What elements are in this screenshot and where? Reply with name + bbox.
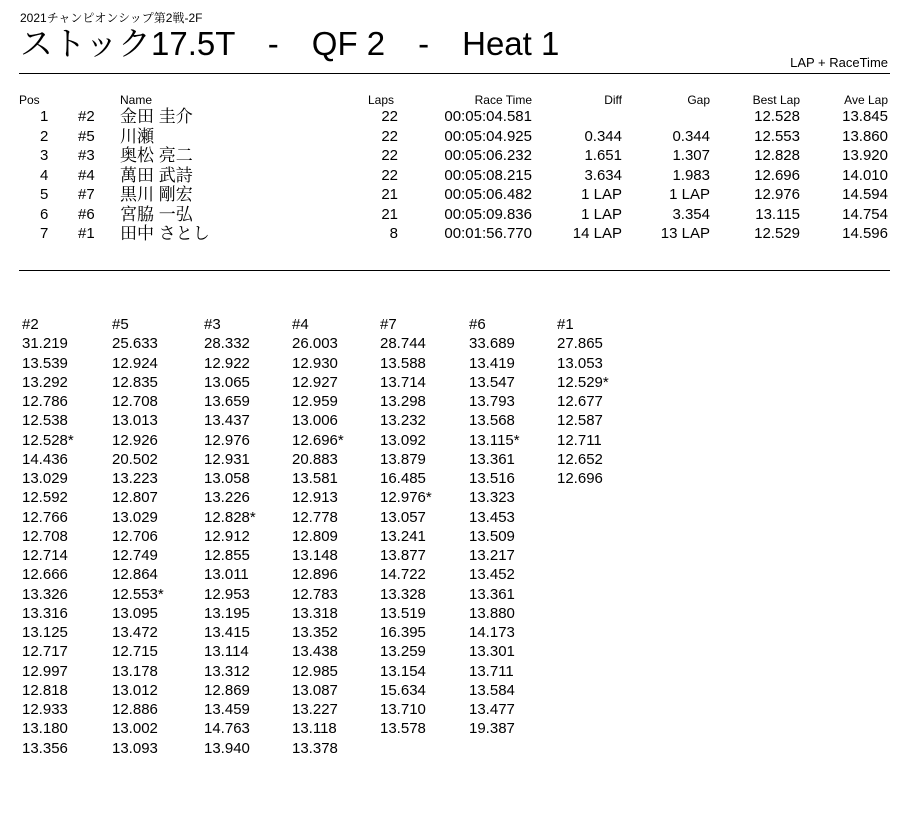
row-driver-name: 宮脇 一弘 bbox=[120, 204, 193, 224]
row-ave-lap: 14.596 bbox=[842, 225, 888, 242]
lap-time: 13.578 bbox=[380, 720, 426, 738]
row-driver-name: 奥松 亮二 bbox=[120, 146, 193, 165]
lap-time: 20.502 bbox=[112, 450, 158, 468]
lap-time: 12.926 bbox=[112, 431, 158, 449]
lap-time: 14.722 bbox=[380, 566, 426, 584]
lap-time: 13.419 bbox=[469, 354, 515, 372]
lap-time: 12.922 bbox=[204, 354, 250, 372]
lap-column-car: #3 bbox=[204, 316, 221, 333]
lap-time: 12.592 bbox=[22, 489, 68, 507]
lap-time: 13.352 bbox=[292, 624, 338, 641]
lap-time: 13.459 bbox=[204, 701, 250, 718]
lap-time: 12.587 bbox=[557, 412, 603, 430]
lap-time: 12.913 bbox=[292, 489, 338, 507]
lap-time: 12.930 bbox=[292, 354, 338, 372]
lap-time: 13.178 bbox=[112, 662, 158, 680]
lap-time: 12.886 bbox=[112, 701, 158, 718]
lap-time: 12.708 bbox=[22, 527, 68, 545]
row-ave-lap: 14.010 bbox=[842, 166, 888, 184]
row-gap: 0.344 bbox=[672, 127, 710, 145]
lap-time: 12.807 bbox=[112, 489, 158, 507]
row-race-time: 00:05:09.836 bbox=[444, 205, 532, 223]
lap-time: 13.516 bbox=[469, 470, 515, 487]
row-ave-lap: 13.920 bbox=[842, 147, 888, 164]
lap-time: 31.219 bbox=[22, 335, 68, 353]
lap-time: 12.553* bbox=[112, 585, 164, 603]
row-race-time: 00:05:06.232 bbox=[444, 147, 532, 164]
race-title: ストック17.5T - QF 2 - Heat 1 bbox=[20, 25, 560, 62]
lap-time: 12.912 bbox=[204, 527, 250, 545]
lap-time: 13.584 bbox=[469, 681, 515, 699]
lap-column bbox=[292, 315, 344, 758]
lap-column bbox=[557, 315, 609, 488]
lap-time: 13.452 bbox=[469, 566, 515, 584]
lap-column bbox=[112, 315, 164, 758]
lap-time: 13.115* bbox=[469, 431, 520, 449]
lap-time: 12.809 bbox=[292, 527, 338, 545]
lap-time: 13.793 bbox=[469, 393, 515, 410]
col-laps: Laps bbox=[368, 93, 395, 107]
row-best-lap: 12.976 bbox=[754, 186, 800, 203]
row-ave-lap: 13.845 bbox=[842, 108, 888, 125]
lap-time: 13.361 bbox=[469, 450, 515, 468]
lap-time: 12.976 bbox=[204, 431, 250, 449]
lap-time: 13.259 bbox=[380, 643, 426, 661]
row-laps: 21 bbox=[381, 186, 398, 203]
lap-time: 13.093 bbox=[112, 739, 158, 757]
lap-time: 16.395 bbox=[380, 624, 426, 641]
lap-time: 12.933 bbox=[22, 701, 68, 718]
lap-column-car: #1 bbox=[557, 316, 574, 333]
lap-time: 13.223 bbox=[112, 470, 158, 487]
lap-column bbox=[469, 315, 520, 739]
lap-time: 13.714 bbox=[380, 373, 426, 391]
col-race-time: Race Time bbox=[474, 93, 532, 107]
lap-time: 27.865 bbox=[557, 335, 603, 353]
lap-time: 13.195 bbox=[204, 604, 250, 622]
lap-time: 13.509 bbox=[469, 527, 515, 545]
row-pos: 2 bbox=[40, 127, 49, 145]
lap-time: 13.588 bbox=[380, 354, 426, 372]
lap-time: 12.538 bbox=[22, 412, 68, 430]
lap-time: 15.634 bbox=[380, 681, 426, 699]
lap-time: 13.437 bbox=[204, 412, 250, 430]
lap-time: 13.477 bbox=[469, 701, 515, 718]
lap-time: 12.976* bbox=[380, 489, 432, 507]
col-pos: Pos bbox=[19, 93, 40, 107]
lap-time: 12.818 bbox=[22, 681, 68, 699]
row-driver-name: 金田 圭介 bbox=[120, 107, 193, 126]
lap-time: 12.766 bbox=[22, 508, 68, 526]
lap-time: 12.528* bbox=[22, 431, 74, 449]
lap-time: 13.326 bbox=[22, 585, 68, 603]
row-ave-lap: 14.754 bbox=[842, 205, 888, 223]
row-pos: 6 bbox=[40, 205, 49, 223]
lap-time: 13.519 bbox=[380, 604, 426, 622]
row-best-lap: 12.828 bbox=[754, 147, 800, 164]
row-car-number: #5 bbox=[78, 127, 95, 145]
lap-time: 12.985 bbox=[292, 662, 338, 680]
lap-time: 13.323 bbox=[469, 489, 515, 507]
event-subtitle: 2021チャンピオンシップ第2戦-2F bbox=[20, 11, 203, 25]
lap-time: 13.298 bbox=[380, 393, 426, 410]
lap-time: 12.997 bbox=[22, 662, 68, 680]
lap-time: 13.011 bbox=[204, 566, 249, 584]
lap-time: 13.217 bbox=[469, 547, 515, 564]
lap-time: 13.154 bbox=[380, 662, 426, 680]
row-car-number: #7 bbox=[78, 186, 95, 203]
row-diff: 1.651 bbox=[584, 147, 622, 164]
lap-time: 12.959 bbox=[292, 393, 338, 410]
lap-time: 26.003 bbox=[292, 335, 338, 353]
row-driver-name: 田中 さとし bbox=[120, 224, 210, 243]
lap-time: 13.006 bbox=[292, 412, 338, 430]
lap-time: 20.883 bbox=[292, 450, 338, 468]
row-best-lap: 13.115 bbox=[755, 205, 800, 223]
lap-column-car: #2 bbox=[22, 316, 39, 333]
lap-column-car: #5 bbox=[112, 316, 129, 333]
lap-time: 12.869 bbox=[204, 681, 250, 699]
row-pos: 4 bbox=[40, 166, 49, 184]
lap-time: 13.940 bbox=[204, 739, 250, 757]
lap-time: 13.095 bbox=[112, 604, 158, 622]
lap-time: 12.864 bbox=[112, 566, 158, 584]
lap-time: 13.415 bbox=[204, 624, 250, 641]
lap-time: 12.715 bbox=[112, 643, 158, 661]
lap-time: 13.148 bbox=[292, 547, 338, 564]
lap-time: 12.714 bbox=[22, 547, 68, 564]
row-gap: 1.307 bbox=[672, 147, 710, 164]
lap-time: 13.065 bbox=[204, 373, 250, 391]
lap-time: 12.778 bbox=[292, 508, 338, 526]
lap-time: 13.029 bbox=[112, 508, 158, 526]
lap-time: 12.749 bbox=[112, 547, 158, 564]
lap-time: 12.828* bbox=[204, 508, 256, 526]
row-best-lap: 12.696 bbox=[754, 166, 800, 184]
row-car-number: #3 bbox=[78, 147, 95, 164]
lap-time: 13.539 bbox=[22, 354, 68, 372]
lap-time: 13.002 bbox=[112, 720, 158, 738]
lap-time: 13.361 bbox=[469, 585, 515, 603]
lap-time: 13.057 bbox=[380, 508, 426, 526]
lap-time: 13.227 bbox=[292, 701, 338, 718]
lap-time: 12.708 bbox=[112, 393, 158, 410]
lap-time: 13.226 bbox=[204, 489, 250, 507]
lap-time: 12.953 bbox=[204, 585, 250, 603]
col-best-lap: Best Lap bbox=[752, 93, 800, 107]
lap-time: 12.786 bbox=[22, 393, 68, 410]
row-laps: 22 bbox=[381, 166, 398, 184]
lap-time: 13.568 bbox=[469, 412, 515, 430]
row-race-time: 00:05:06.482 bbox=[444, 186, 532, 203]
row-diff: 0.344 bbox=[584, 127, 622, 145]
row-diff: 1 LAP bbox=[581, 205, 622, 223]
lap-time: 13.058 bbox=[204, 470, 250, 487]
lap-time: 13.547 bbox=[469, 373, 515, 391]
lap-time: 12.711 bbox=[557, 431, 602, 449]
col-gap: Gap bbox=[687, 93, 710, 107]
lap-time: 12.666 bbox=[22, 566, 68, 584]
lap-column bbox=[204, 315, 256, 758]
row-gap: 3.354 bbox=[672, 205, 710, 223]
lap-time: 14.763 bbox=[204, 720, 250, 738]
lap-time: 16.485 bbox=[380, 470, 426, 487]
lap-time: 12.696 bbox=[557, 470, 603, 487]
lap-time: 12.706 bbox=[112, 527, 158, 545]
lap-time: 13.472 bbox=[112, 624, 158, 641]
lap-time: 13.013 bbox=[112, 412, 158, 430]
col-ave-lap: Ave Lap bbox=[844, 93, 888, 107]
row-diff: 3.634 bbox=[584, 166, 622, 184]
row-laps: 21 bbox=[381, 205, 398, 223]
row-car-number: #6 bbox=[78, 205, 95, 223]
lap-time: 13.114 bbox=[204, 643, 249, 661]
row-laps: 22 bbox=[381, 147, 398, 164]
row-ave-lap: 13.860 bbox=[842, 127, 888, 145]
row-best-lap: 12.553 bbox=[754, 127, 800, 145]
row-car-number: #4 bbox=[78, 166, 95, 184]
lap-time: 12.927 bbox=[292, 373, 338, 391]
lap-time: 13.312 bbox=[204, 662, 250, 680]
header-rule bbox=[19, 73, 890, 74]
row-driver-name: 萬田 武詩 bbox=[120, 165, 193, 185]
row-driver-name: 黒川 剛宏 bbox=[120, 185, 193, 204]
lap-column-car: #7 bbox=[380, 316, 397, 333]
lap-time: 14.173 bbox=[469, 624, 515, 641]
lap-time: 13.581 bbox=[292, 470, 338, 487]
row-car-number: #1 bbox=[78, 225, 95, 242]
lap-time: 12.783 bbox=[292, 585, 338, 603]
lap-time: 12.931 bbox=[204, 450, 250, 468]
lap-time: 13.438 bbox=[292, 643, 338, 661]
lap-time: 13.877 bbox=[380, 547, 426, 564]
lap-time: 12.835 bbox=[112, 373, 158, 391]
lap-time: 25.633 bbox=[112, 335, 158, 353]
row-gap: 13 LAP bbox=[660, 225, 710, 242]
row-pos: 5 bbox=[40, 186, 49, 203]
row-laps: 22 bbox=[381, 108, 398, 125]
row-gap: 1.983 bbox=[672, 166, 710, 184]
lap-time: 12.677 bbox=[557, 393, 603, 410]
lap-column-car: #6 bbox=[469, 316, 486, 333]
row-diff: 14 LAP bbox=[572, 225, 622, 242]
lap-time: 13.710 bbox=[380, 701, 426, 718]
lap-time: 12.696* bbox=[292, 431, 344, 449]
lap-time: 12.855 bbox=[204, 547, 250, 564]
row-pos: 3 bbox=[40, 147, 49, 164]
lap-time: 13.301 bbox=[469, 643, 515, 661]
lap-time: 13.879 bbox=[380, 450, 426, 468]
lap-time: 13.125 bbox=[22, 624, 68, 641]
row-diff: 1 LAP bbox=[581, 186, 622, 203]
lap-time: 13.453 bbox=[469, 508, 515, 526]
row-best-lap: 12.529 bbox=[754, 225, 800, 242]
lap-time: 12.529* bbox=[557, 373, 609, 391]
row-pos: 7 bbox=[40, 225, 49, 242]
lap-time: 13.880 bbox=[469, 604, 515, 622]
lap-time: 13.087 bbox=[292, 681, 338, 699]
col-name: Name bbox=[120, 93, 153, 107]
lap-time: 33.689 bbox=[469, 335, 515, 353]
lap-time: 13.180 bbox=[22, 720, 68, 738]
lap-column bbox=[380, 315, 432, 739]
row-gap: 1 LAP bbox=[669, 186, 710, 203]
lap-time: 13.318 bbox=[292, 604, 338, 622]
lap-time: 13.659 bbox=[204, 393, 250, 410]
lap-time: 12.924 bbox=[112, 354, 158, 372]
lap-time: 13.012 bbox=[112, 681, 158, 699]
lap-time: 13.029 bbox=[22, 470, 68, 487]
row-best-lap: 12.528 bbox=[754, 108, 800, 125]
row-laps: 8 bbox=[389, 225, 398, 242]
lap-time: 13.232 bbox=[380, 412, 426, 430]
report-type-label: LAP + RaceTime bbox=[790, 55, 888, 70]
row-driver-name: 川瀬 bbox=[120, 126, 154, 146]
lap-column bbox=[22, 315, 74, 758]
lap-time: 13.328 bbox=[380, 585, 426, 603]
lap-time: 13.053 bbox=[557, 354, 603, 372]
results-rule bbox=[19, 270, 890, 271]
row-laps: 22 bbox=[381, 127, 398, 145]
row-pos: 1 bbox=[40, 108, 49, 125]
lap-time: 13.316 bbox=[22, 604, 68, 622]
lap-time: 13.292 bbox=[22, 373, 68, 391]
lap-time: 19.387 bbox=[469, 720, 515, 738]
lap-time: 12.717 bbox=[22, 643, 68, 661]
lap-time: 13.378 bbox=[292, 739, 338, 757]
lap-time: 12.896 bbox=[292, 566, 338, 584]
lap-time: 28.744 bbox=[380, 335, 426, 353]
lap-column-car: #4 bbox=[292, 316, 309, 333]
row-race-time: 00:05:08.215 bbox=[444, 166, 532, 184]
row-race-time: 00:01:56.770 bbox=[444, 225, 532, 242]
lap-time: 28.332 bbox=[204, 335, 250, 353]
lap-time: 13.092 bbox=[380, 431, 426, 449]
lap-time: 13.711 bbox=[469, 662, 514, 680]
lap-time: 13.241 bbox=[380, 527, 426, 545]
lap-time: 13.356 bbox=[22, 739, 68, 757]
lap-time: 13.118 bbox=[292, 720, 337, 738]
lap-time: 12.652 bbox=[557, 450, 603, 468]
row-car-number: #2 bbox=[78, 108, 95, 125]
col-diff: Diff bbox=[604, 93, 622, 107]
row-race-time: 00:05:04.581 bbox=[444, 108, 532, 125]
row-race-time: 00:05:04.925 bbox=[444, 127, 532, 145]
lap-time: 14.436 bbox=[22, 450, 68, 468]
row-ave-lap: 14.594 bbox=[842, 186, 888, 203]
